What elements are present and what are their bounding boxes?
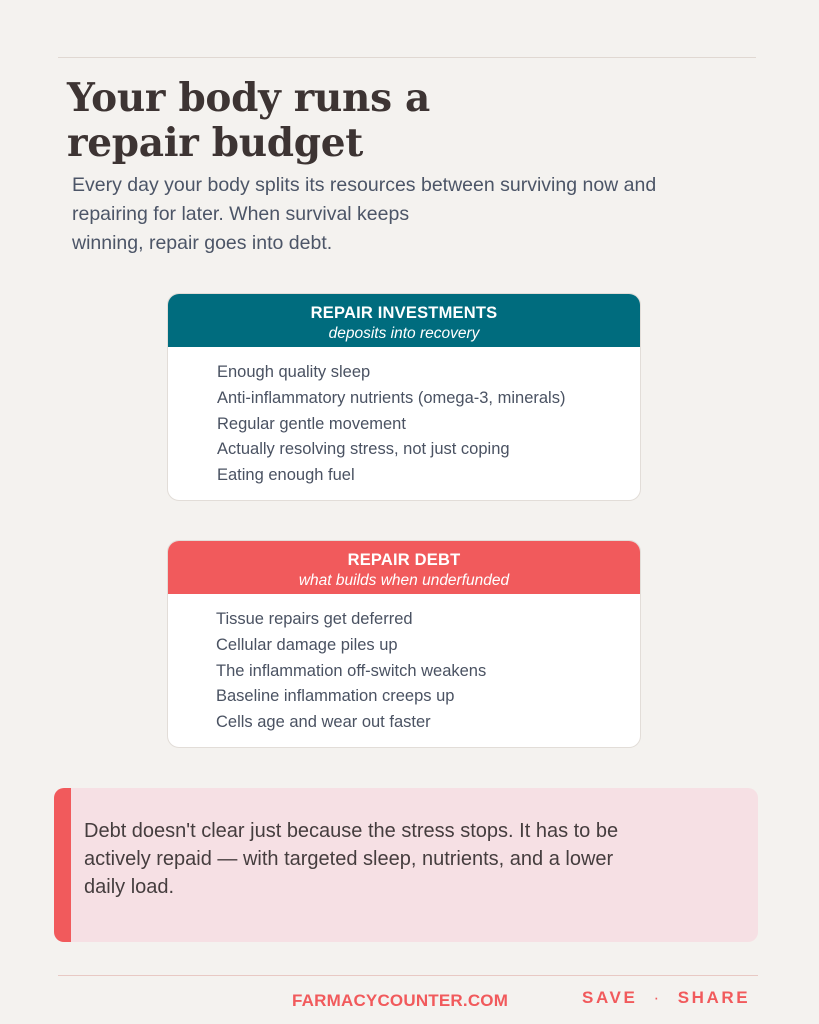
- intro-line: repairing for later. When survival keeps: [72, 203, 410, 225]
- list-item: Baseline inflammation creeps up: [216, 687, 455, 706]
- card-title: REPAIR DEBT: [347, 551, 461, 569]
- share-button[interactable]: SHARE: [677, 988, 751, 1007]
- intro-paragraph: [72, 171, 752, 258]
- repair-debt-card: [167, 540, 641, 748]
- list-item: Cells age and wear out faster: [216, 713, 431, 732]
- callout-line: Debt doesn't clear just because the stress stops. It has to be: [84, 820, 619, 842]
- site-link[interactable]: FARMACYCOUNTER.COM: [292, 991, 509, 1010]
- list-item: The inflammation off-switch weakens: [216, 661, 487, 680]
- card-title: REPAIR INVESTMENTS: [310, 304, 498, 322]
- card-subtitle: what builds when underfunded: [298, 572, 510, 589]
- list-item: Regular gentle movement: [217, 414, 406, 433]
- list-item: Enough quality sleep: [217, 363, 371, 381]
- intro-line: Every day your body splits its resources between surviving now and: [72, 174, 657, 196]
- repair-debt-header: [168, 541, 640, 594]
- top-divider: [58, 57, 756, 58]
- page-title: [67, 76, 567, 166]
- repair-investments-card: [167, 293, 641, 501]
- callout-box: [54, 788, 758, 942]
- title-line: repair budget: [67, 120, 363, 166]
- list-item: Anti-inflammatory nutrients (omega-3, minerals): [217, 388, 566, 407]
- list-item: Eating enough fuel: [217, 466, 355, 485]
- callout-line: daily load.: [84, 876, 175, 898]
- separator-dot: ·: [653, 988, 662, 1007]
- footer-divider: [58, 975, 758, 976]
- footer-actions: [582, 988, 750, 1008]
- repair-investments-header: [168, 294, 640, 347]
- callout-text: [84, 817, 744, 901]
- save-button[interactable]: SAVE: [582, 988, 638, 1007]
- callout-accent-bar: [54, 788, 71, 942]
- investments-list: [168, 347, 640, 489]
- title-line: Your body runs a: [67, 75, 430, 121]
- list-item: Tissue repairs get deferred: [216, 610, 413, 628]
- list-item: Actually resolving stress, not just coping: [217, 440, 510, 459]
- list-item: Cellular damage piles up: [216, 635, 398, 654]
- debt-list: [168, 594, 640, 736]
- callout-line: actively repaid — with targeted sleep, nutrients, and a lower: [84, 848, 614, 870]
- card-subtitle: deposits into recovery: [328, 325, 480, 342]
- intro-line: winning, repair goes into debt.: [72, 232, 333, 254]
